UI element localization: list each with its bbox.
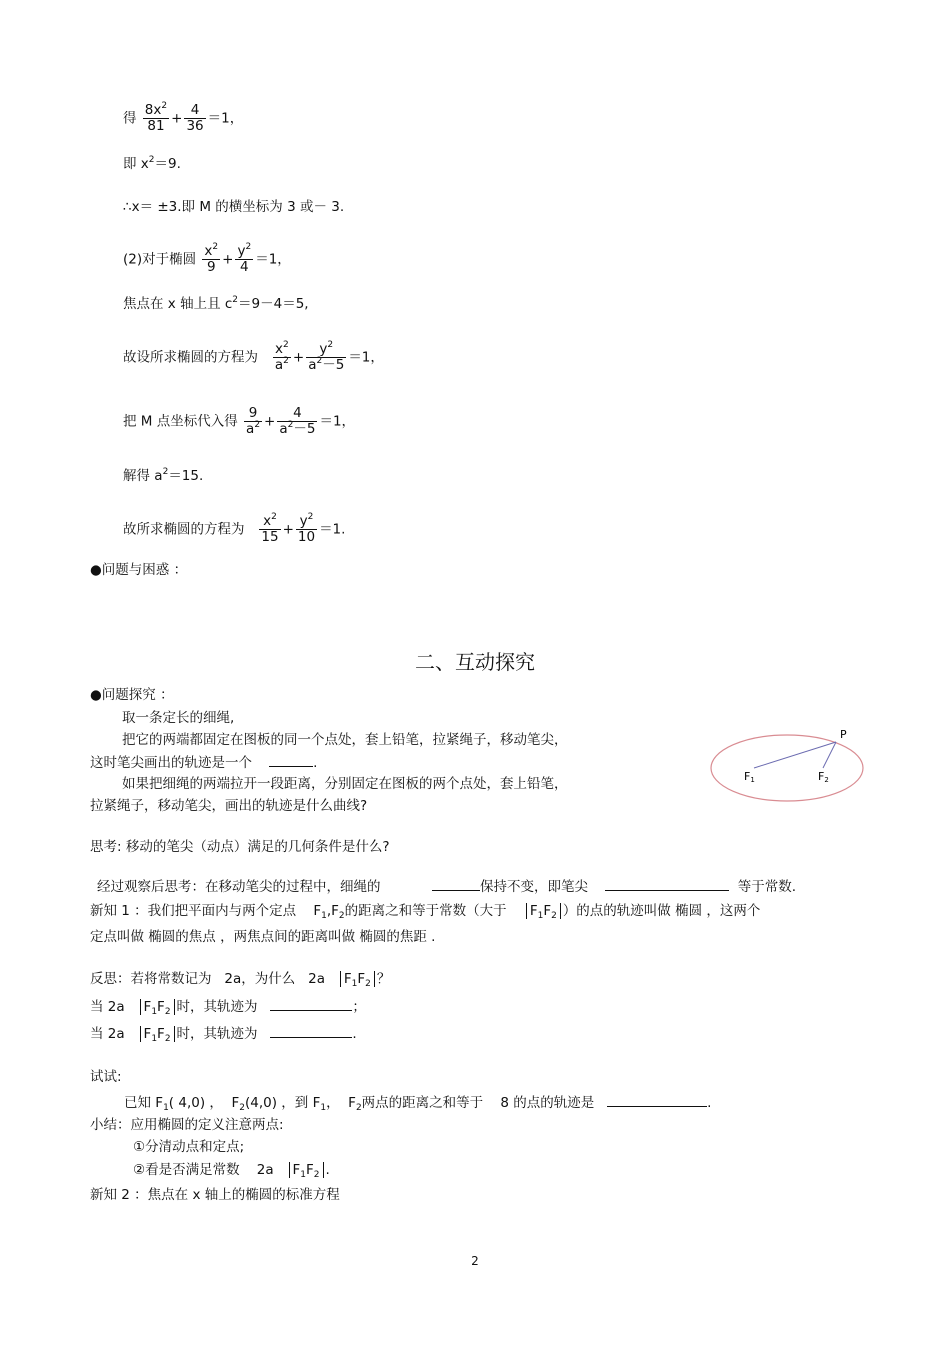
try-line: 已知 $F_1$( 4,0) ， $F_2(4,0)$ ，到 $F_1$， $F_2$两点的距离之和等于 8 的点的轨迹是 . <box>124 1095 712 1113</box>
answer-blank[interactable] <box>270 997 352 1011</box>
reflect-line: 反思：若将常数记为 2a，为什么 2a $F_1F_2$ ？ <box>90 971 391 989</box>
answer-blank[interactable] <box>607 1093 707 1107</box>
label-f1: F1 <box>744 770 755 784</box>
explore-line-4: 如果把细绳的两端拉开一段距离，分别固定在图板的两个点处，套上铅笔， <box>122 776 568 792</box>
fraction: $\frac{y^2}{a^2-5}$ <box>308 340 345 373</box>
ellipse-figure <box>700 722 870 804</box>
page-number: 2 <box>471 1254 479 1268</box>
eq-line-4: (2)对于椭圆 $\frac{x^2}{9}$ + $\frac{y^2}{4}$ ＝1， <box>123 242 291 275</box>
abs-f1f2: $F_1F_2$ <box>340 971 375 987</box>
answer-blank[interactable] <box>432 877 480 891</box>
ellipse-curve <box>711 735 863 801</box>
fraction: $\frac{x^2}{a^2}$ <box>274 340 289 373</box>
fraction: $\frac{y^2}{4}$ <box>237 242 252 275</box>
eq-line-3: ∴x＝ ±3.即 M 的横坐标为 3 或－ 3. <box>123 199 345 215</box>
when-line-1: 当 2a $F_1F_2$ 时，其轨迹为 ； <box>90 999 366 1017</box>
explore-line-2: 把它的两端都固定在图板的同一个点处，套上铅笔，拉紧绳子，移动笔尖， <box>122 732 568 748</box>
abs-f1f2: $F_1F_2$ <box>140 1026 175 1042</box>
answer-blank[interactable] <box>270 1024 352 1038</box>
question-confusion: ●问题与困惑 ： <box>90 562 188 578</box>
question-explore: ●问题探究 ： <box>90 687 174 703</box>
abs-f1f2: $F_1F_2$ <box>289 1162 324 1178</box>
try-label: 试试: <box>90 1069 122 1085</box>
summary-point-1: ①分清动点和定点; <box>133 1139 245 1155</box>
label-f2: F2 <box>818 770 829 784</box>
new-knowledge-2: 新知 2 ：焦点在 x 轴上的椭圆的标准方程 <box>90 1187 340 1203</box>
eq-line-7: 把 M 点坐标代入得 $\frac{9}{a^2}$ + $\frac{4}{a^2-5}$ ＝1， <box>123 405 356 437</box>
explore-line-1: 取一条定长的细绳, <box>122 710 235 726</box>
new-knowledge-1-line2: 定点叫做 椭圆的焦点 ，两焦点间的距离叫做 椭圆的焦距 . <box>90 929 436 945</box>
fraction: $\frac{4}{36}$ <box>186 102 204 134</box>
line-f1-p <box>754 742 836 768</box>
section-title: 二、互动探究 <box>415 650 535 674</box>
eq-line-6: 故设所求椭圆的方程为 $\frac{x^2}{a^2}$ + $\frac{y^2}{a^2-5}$ ＝1， <box>123 340 384 373</box>
eq-line-5: 焦点在 x 轴上且 $c^2=9-4=5$, <box>123 295 309 312</box>
eq-line-8: 解得 $a^2=15$. <box>123 467 204 484</box>
fraction: $\frac{9}{a^2}$ <box>246 405 261 437</box>
abs-f1f2: $F_1F_2$ <box>140 999 175 1015</box>
when-line-2: 当 2a $F_1F_2$ 时，其轨迹为 . <box>90 1026 357 1044</box>
fraction: $\frac{8x^2}{81}$ <box>144 101 168 134</box>
fraction: $\frac{y^2}{10}$ <box>297 512 316 545</box>
answer-blank[interactable] <box>605 877 729 891</box>
abs-f1f2: $F_1F_2$ <box>526 903 561 919</box>
summary-point-2: ②看是否满足常数 2a $F_1F_2$ . <box>133 1162 330 1180</box>
fraction: $\frac{x^2}{9}$ <box>204 242 219 275</box>
fraction: $\frac{4}{a^2-5}$ <box>279 405 316 437</box>
new-knowledge-1: 新知 1 ：我们把平面内与两个定点 $F_1,F_2$的距离之和等于常数（大于 $F_1F_2$ ）的点的轨迹叫做 椭圆 ，这两个 <box>90 903 761 921</box>
label-p: P <box>840 728 847 741</box>
explore-line-5: 拉紧绳子，移动笔尖，画出的轨迹是什么曲线? <box>90 798 368 814</box>
eq-line-9: 故所求椭圆的方程为 $\frac{x^2}{15}$ + $\frac{y^2}{10}$ ＝1. <box>123 512 346 545</box>
explore-line-3: 这时笔尖画出的轨迹是一个 . <box>90 755 318 771</box>
answer-blank[interactable] <box>269 753 313 767</box>
fraction: $\frac{x^2}{15}$ <box>261 512 279 545</box>
eq-line-2: 即 $x^2=9$. <box>123 155 181 172</box>
observe-line: 经过观察后思考：在移动笔尖的过程中，细绳的 保持不变，即笔尖 等于常数. <box>97 879 797 895</box>
summary-label: 小结：应用椭圆的定义注意两点: <box>90 1117 284 1133</box>
think-question: 思考: 移动的笔尖（动点）满足的几何条件是什么? <box>90 839 390 855</box>
eq-line-1: 得 $\frac{8x^2}{81}$ + $\frac{4}{36}$ ＝1， <box>123 101 244 134</box>
